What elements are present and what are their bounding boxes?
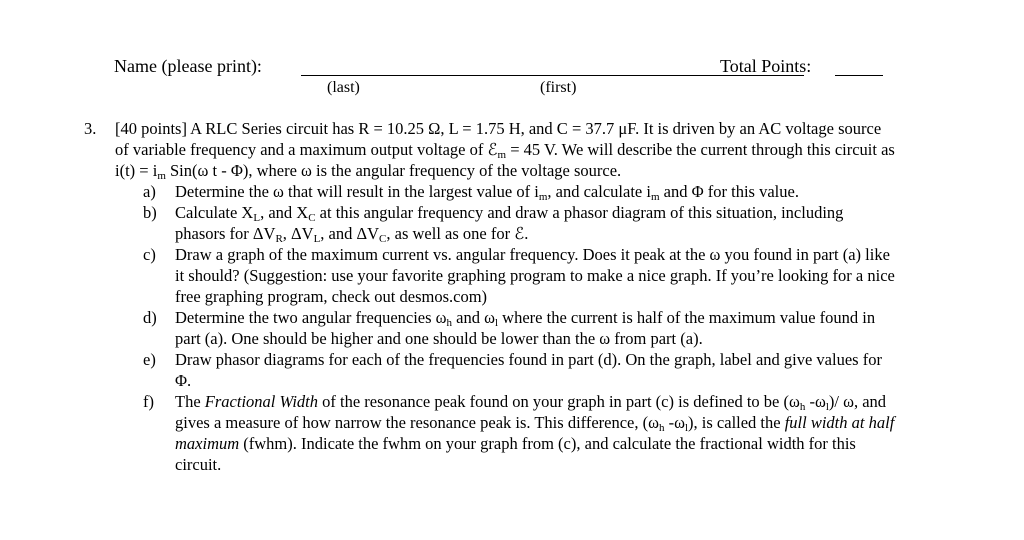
part-text: Determine the ω that will result in the largest value of $i_m$, and calculate $i_m$ and Φ for this value. [175,182,799,203]
first-name-caption: (first) [540,79,577,96]
part-label: e) [143,350,156,369]
question-body [115,118,895,475]
total-points-line [835,75,883,76]
part-item [115,244,895,307]
part-label: d) [143,308,157,327]
part-item [115,181,895,202]
part-item [115,349,895,391]
part-text: Draw a graph of the maximum current vs. angular frequency. Does it peak at the ω you found in part (a) like it should? (Suggestion: use your favorite graphing program to make a nice graph. If you’re looking for a nice free graphing program, check out desmos.com) [175,245,895,306]
part-label: c) [143,245,156,264]
part-item [115,307,895,349]
part-text: The Fractional Width of the resonance peak found on your graph in part (c) is defined to be ($\omega_h$ $-\omega_l)/$ ω, and gives a measure of how narrow the resonance peak is. This difference, ($\omega_h$ $-\omega_l$), is called the full width at half maximum (fwhm). Indicate the fwhm on your graph from (c), and calculate the fractional width for this circuit. [175,392,895,474]
part-text: Draw phasor diagrams for each of the frequencies found in part (d). On the graph, label and give values for Φ. [175,350,882,390]
part-item [115,391,895,475]
part-label: a) [143,182,156,201]
name-label: Name (please print): [114,56,262,76]
part-item [115,202,895,244]
part-label: f) [143,392,154,411]
total-points-label: Total Points: [720,56,812,76]
question-parts [115,181,895,475]
question-intro: [40 points] A RLC Series circuit has R = 10.25 Ω, L = 1.75 H, and C = 37.7 μF. It is driven by an AC voltage source of variable frequency and a maximum output voltage of ℰ$_m$ = 45 V. We will describe the current through this circuit as $i(t) = i_m$ Sin(ω t - Φ), where ω is the angular frequency of the voltage source. [115,119,895,182]
header-row [114,56,884,82]
part-label: b) [143,203,157,222]
last-name-caption: (last) [327,79,360,96]
question-number: 3. [84,119,97,138]
part-text: Determine the two angular frequencies $\omega_h$ and $\omega_l$ where the current is half of the maximum value found in part (a). One should be higher and one should be lower than the ω from part (a). [175,308,876,348]
part-text: Calculate $X_L$, and $X_C$ at this angular frequency and draw a phasor diagram of this situation, including phasors for $\Delta V_R$, $\Delta V_L$, and $\Delta V_C$, as well as one for ℰ. [175,203,844,245]
